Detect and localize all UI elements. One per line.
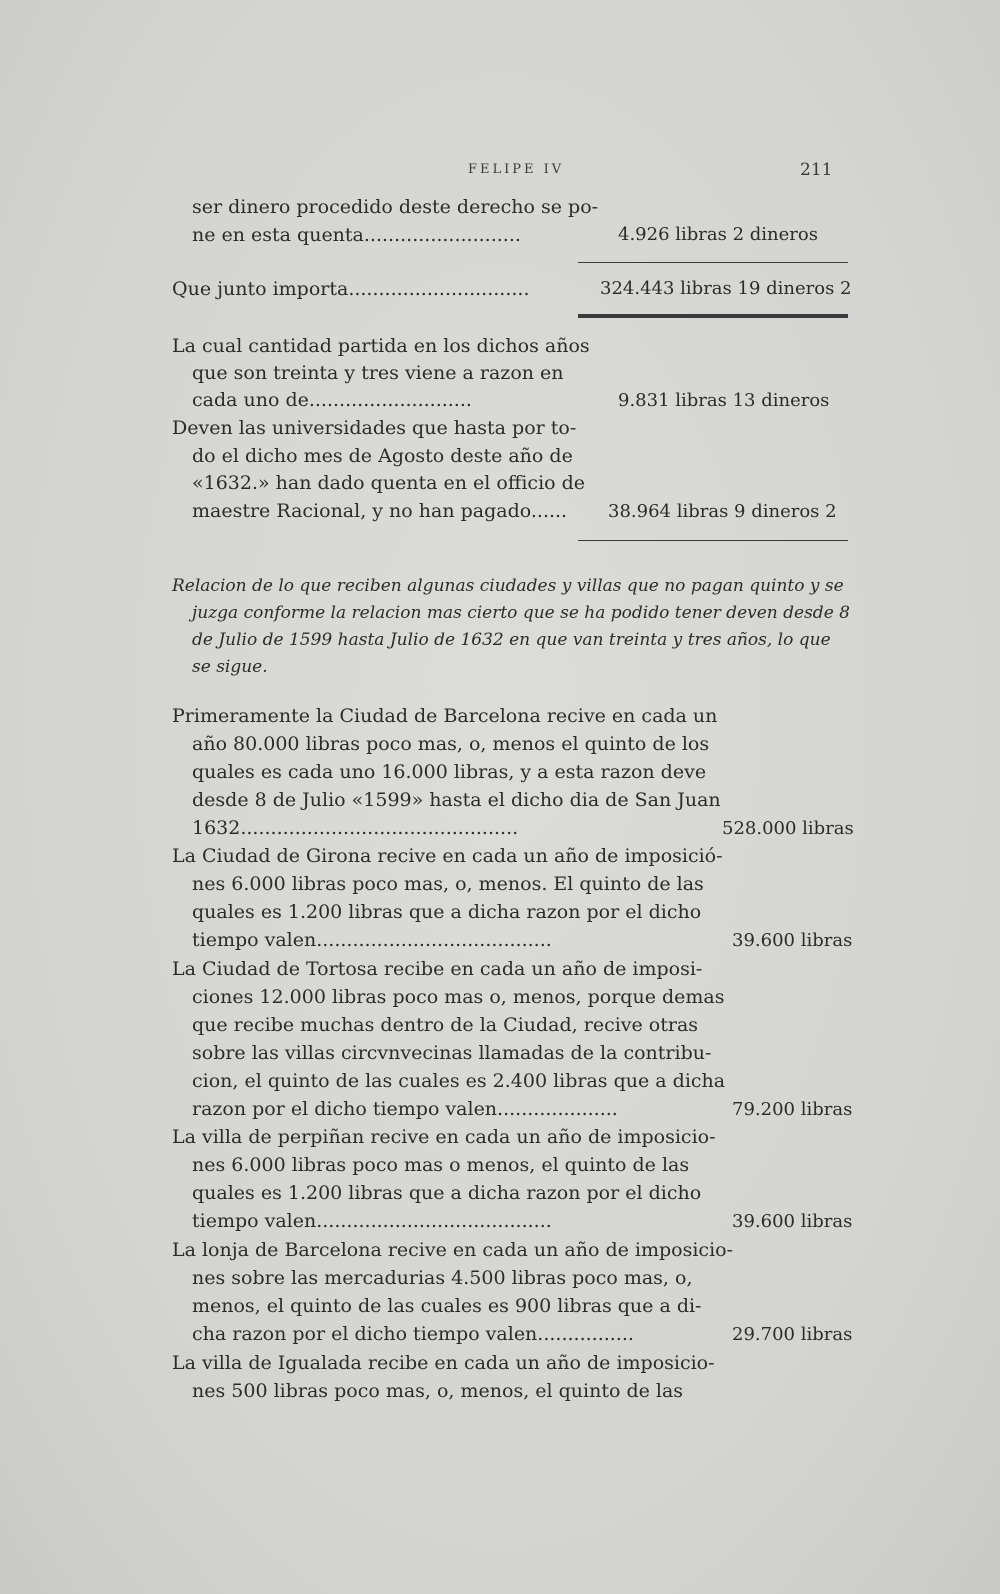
section-heading-line: de Julio de 1599 hasta Julio de 1632 en que van treinta y tres años, lo que bbox=[192, 630, 831, 650]
entry-line: año 80.000 libras poco mas, o, menos el quinto de los bbox=[192, 733, 710, 755]
entry-line: La Ciudad de Girona recive en cada un año de imposició- bbox=[172, 845, 723, 867]
entry-line: La villa de perpiñan recive en cada un año de imposicio- bbox=[172, 1126, 716, 1148]
entry-line: La lonja de Barcelona recive en cada un año de imposicio- bbox=[172, 1239, 734, 1261]
entry-line: desde 8 de Julio «1599» hasta el dicho dia de San Juan bbox=[192, 789, 721, 811]
text-line: que son treinta y tres viene a razon en bbox=[192, 362, 564, 384]
total-rule bbox=[578, 314, 848, 318]
running-header-title: FELIPE IV bbox=[468, 162, 565, 177]
entry-line: nes 6.000 libras poco mas, o, menos. El quinto de las bbox=[192, 873, 704, 895]
entry-line: quales es cada uno 16.000 libras, y a esta razon deve bbox=[192, 761, 707, 783]
entry-line: razon por el dicho tiempo valen.................... bbox=[192, 1098, 618, 1120]
entry-line: cha razon por el dicho tiempo valen................ bbox=[192, 1323, 634, 1345]
amount: 4.926 libras 2 dineros bbox=[618, 224, 818, 245]
entry-line: cion, el quinto de las cuales es 2.400 libras que a dicha bbox=[192, 1070, 726, 1092]
entry-amount: 39.600 libras bbox=[732, 930, 853, 951]
entry-amount: 29.700 libras bbox=[732, 1324, 853, 1345]
text-line: Deven las universidades que hasta por to- bbox=[172, 417, 577, 439]
entry-amount: 39.600 libras bbox=[732, 1211, 853, 1232]
entry-line: Primeramente la Ciudad de Barcelona recive en cada un bbox=[172, 705, 718, 727]
entry-line: La Ciudad de Tortosa recibe en cada un año de imposi- bbox=[172, 958, 703, 980]
entry-line: nes sobre las mercadurias 4.500 libras poco mas, o, bbox=[192, 1267, 693, 1289]
entry-line: tiempo valen....................................... bbox=[192, 929, 552, 951]
entry-amount: 528.000 libras bbox=[722, 818, 854, 839]
amount-total: 324.443 libras 19 dineros 2 bbox=[600, 278, 852, 299]
text-line: do el dicho mes de Agosto deste año de bbox=[192, 445, 573, 467]
sum-rule bbox=[578, 262, 848, 263]
text-line: cada uno de........................... bbox=[192, 389, 472, 411]
amount: 38.964 libras 9 dineros 2 bbox=[608, 501, 837, 522]
text-line: ne en esta quenta.......................... bbox=[192, 224, 521, 246]
entry-line: quales es 1.200 libras que a dicha razon por el dicho bbox=[192, 1182, 702, 1204]
section-heading-line: se sigue. bbox=[192, 657, 268, 677]
text-line: «1632.» han dado quenta en el officio de bbox=[192, 472, 586, 494]
entry-line: quales es 1.200 libras que a dicha razon por el dicho bbox=[192, 901, 702, 923]
text-line: maestre Racional, y no han pagado...... bbox=[192, 500, 568, 522]
section-heading-line: Relacion de lo que reciben algunas ciudades y villas que no pagan quinto y se bbox=[172, 576, 844, 596]
section-heading-line: juzga conforme la relacion mas cierto que se ha podido tener deven desde 8 bbox=[192, 603, 850, 623]
text-line: Que junto importa.............................. bbox=[172, 278, 530, 300]
entry-line: La villa de Igualada recibe en cada un año de imposicio- bbox=[172, 1352, 715, 1374]
entry-line: nes 6.000 libras poco mas o menos, el quinto de las bbox=[192, 1154, 690, 1176]
amount: 9.831 libras 13 dineros bbox=[618, 390, 830, 411]
text-line: La cual cantidad partida en los dichos años bbox=[172, 335, 590, 357]
entry-line: sobre las villas circvnvecinas llamadas de la contribu- bbox=[192, 1042, 712, 1064]
entry-line: tiempo valen....................................... bbox=[192, 1210, 552, 1232]
entry-line: ciones 12.000 libras poco mas o, menos, porque demas bbox=[192, 986, 725, 1008]
entry-line: 1632.............................................. bbox=[192, 817, 519, 839]
entry-line: menos, el quinto de las cuales es 900 libras que a di- bbox=[192, 1295, 702, 1317]
entry-line: nes 500 libras poco mas, o, menos, el quinto de las bbox=[192, 1380, 684, 1402]
page-number: 211 bbox=[800, 160, 833, 180]
sum-rule bbox=[578, 540, 848, 541]
entry-amount: 79.200 libras bbox=[732, 1099, 853, 1120]
entry-line: que recibe muchas dentro de la Ciudad, recive otras bbox=[192, 1014, 699, 1036]
text-line: ser dinero procedido deste derecho se po- bbox=[192, 196, 599, 218]
